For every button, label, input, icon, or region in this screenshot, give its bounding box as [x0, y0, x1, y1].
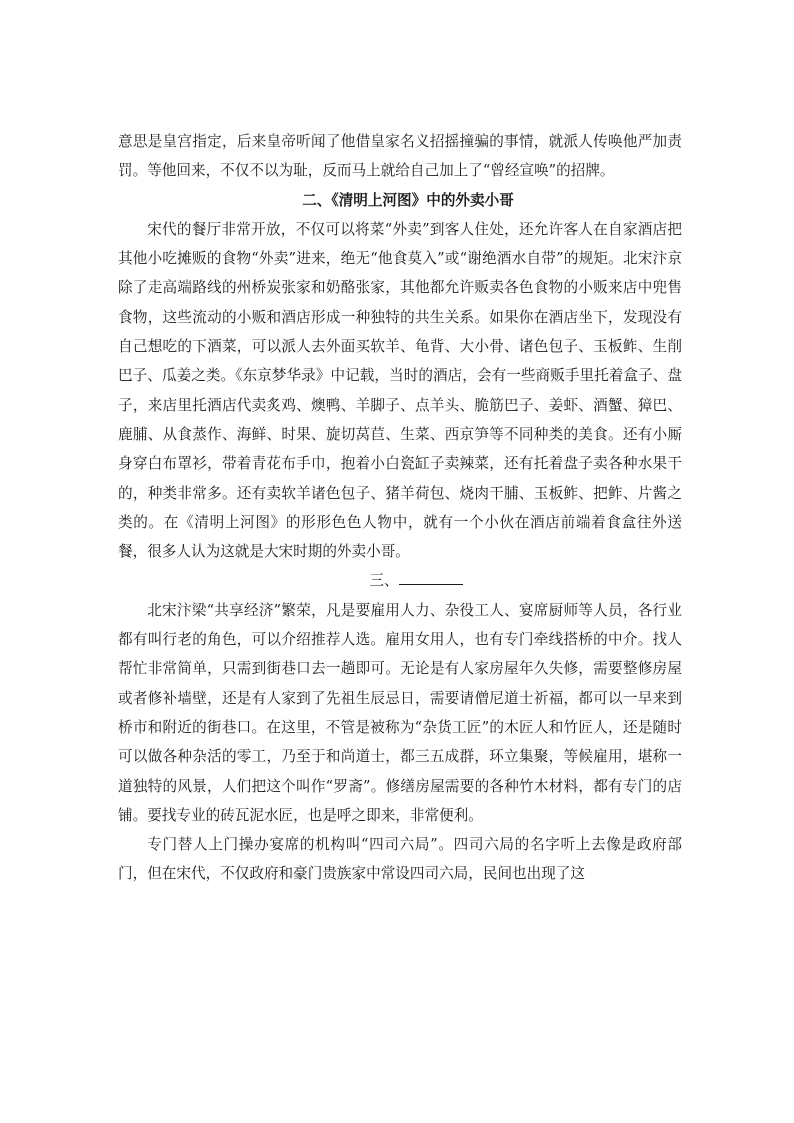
section-2-heading: 二、《清明上河图》中的外卖小哥	[302, 191, 514, 209]
section-2-paragraph: 宋代的餐厅非常开放，不仅可以将菜“外卖”到客人住处，还允许客人在自家酒店把其他小吃摊贩的食物“外卖”进来，绝无“他食莫入”或“谢绝酒水自带”的规矩。北宋汴京除了走高端路线的州桥炭张家和奶酪张家，其他都允许贩卖各色食物的小贩来店中兜售食物，这些流动的小贩和酒店形成一种独特的共生关系。如果你在酒店坐下，发现没有自己想吃的下酒菜，可以派人去外面买软羊、龟背、大小骨、诸色包子、玉板鲊、生削巴子、瓜姜之类。《东京梦华录》中记载，当时的酒店，会有一些商贩手里托着盒子、盘子，来店里托酒店代卖炙鸡、燠鸭、羊脚子、点羊头、脆筋巴子、姜虾、酒蟹、獐巴、鹿脯、从食蒸作、海鲜、时果、旋切莴苣、生菜、西京笋等不同种类的美食。还有小厮身穿白布罩衫，带着青花布手巾，抱着小白瓷缸子卖辣菜，还有托着盘子卖各种水果干的，种类非常多。还有卖软羊诸色包子、猪羊荷包、烧肉干脯、玉板鲊、把鲊、片酱之类的。在《清明上河图》的形形色色人物中，就有一个小伙在酒店前端着食盒往外送餐，很多人认为这就是大宋时期的外卖小哥。	[118, 220, 682, 561]
section-3-heading-prefix: 三、	[369, 572, 399, 590]
section-3-paragraph-1: 北宋汴梁“共享经济”繁荣，凡是要雇用人力、杂役工人、宴席厨师等人员，各行业都有叫行老的角色，可以介绍推荐人选。雇用女用人，也有专门牵线搭桥的中介。找人帮忙非常简单，只需到街巷口去一趟即可。无论是有人家房屋年久失修，需要整修房屋或者修补墙壁，还是有人家到了先祖生辰忌日，需要请僧尼道士祈福，都可以一早来到桥市和附近的街巷口。在这里，不管是被称为“杂货工匠”的木匠人和竹匠人，还是随时可以做各种杂活的零工，乃至于和尚道士，都三五成群，环立集聚，等候雇用，堪称一道独特的风景，人们把这个叫作“罗斋”。修缮房屋需要的各种竹木材料，都有专门的店铺。要找专业的砖瓦泥水匠，也是呼之即来，非常便利。	[118, 601, 682, 824]
section-3-heading	[118, 566, 682, 595]
intro-continuation-paragraph: 意思是皇宫指定，后来皇帝听闻了他借皇家名义招摇撞骗的事情，就派人传唤他严加责罚。等他回来，不仅不以为耻，反而马上就给自己加上了“曾经宣唤”的招牌。	[118, 133, 682, 180]
section-3-title-blank	[399, 570, 463, 585]
section-3-paragraph-2: 专门替人上门操办宴席的机构叫“四司六局”。四司六局的名字听上去像是政府部门，但在宋代，不仅政府和豪门贵族家中常设四司六局，民间也出现了这	[118, 836, 682, 883]
document-page	[118, 127, 682, 889]
